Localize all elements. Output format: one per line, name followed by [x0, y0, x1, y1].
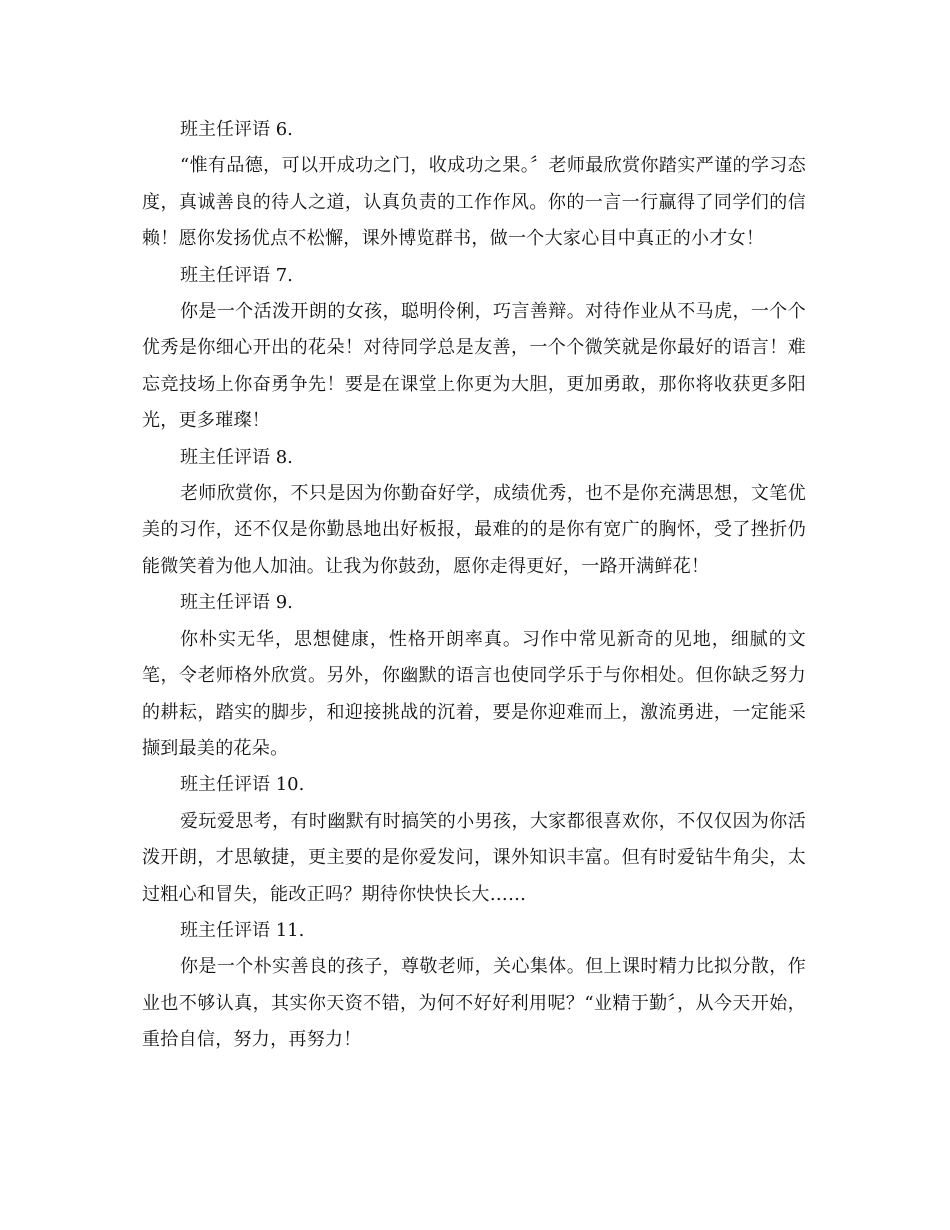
section-body-8: 老师欣赏你，不只是因为你勤奋好学，成绩优秀，也不是你充满思想，文笔优美的习作，还不仅是你勤恳地出好板报，最难的的是你有宽广的胸怀，受了挫折仍能微笑着为他人加油。让我为你鼓劲，愿你走得更好，一路开满鲜花！: [142, 483, 806, 577]
section-body-10: 爱玩爱思考，有时幽默有时搞笑的小男孩，大家都很喜欢你，不仅仅因为你活泼开朗，才思敏捷，更主要的是你爱发问，课外知识丰富。但有时爱钻牛角尖，太过粗心和冒失，能改正吗？期待你快快长大……: [142, 810, 806, 905]
section-heading-8: 班主任评语 8.: [180, 446, 293, 468]
section-body-9: 你朴实无华，思想健康，性格开朗率真。习作中常见新奇的见地，细腻的文笔，令老师格外欣赏。另外，你幽默的语言也使同学乐于与你相处。但你缺乏努力的耕耘，踏实的脚步，和迎接挑战的沉着，要是你迎难而上，激流勇进，一定能采撷到最美的花朵。: [142, 628, 806, 759]
section-body-11: 你是一个朴实善良的孩子，尊敬老师，关心集体。但上课时精力比拟分散，作业也不够认真，其实你天资不错，为何不好好利用呢？“业精于勤〞，从今天开始，重拾自信，努力，再努力！: [142, 956, 806, 1051]
section-heading-9: 班主任评语 9.: [180, 592, 293, 614]
section-heading-6: 班主任评语 6.: [180, 119, 293, 140]
section-body-7: 你是一个活泼开朗的女孩，聪明伶俐，巧言善辩。对待作业从不马虎，一个个优秀是你细心开出的花朵！对待同学总是友善，一个个微笑就是你最好的语言！难忘竞技场上你奋勇争先！要是在课堂上你更为大胆，更加勇敢，那你将收获更多阳光，更多璀璨！: [142, 301, 806, 432]
section-heading-10: 班主任评语 10.: [180, 774, 305, 796]
document-content: [142, 112, 806, 1059]
section-heading-7: 班主任评语 7.: [180, 264, 293, 286]
section-body-6: “惟有品德，可以开成功之门，收成功之果。〞老师最欣赏你踏实严谨的学习态度，真诚善良的待人之道，认真负责的工作作风。你的一言一行赢得了同学们的信赖！愿你发扬优点不松懈，课外博览群书，做一个大家心目中真正的小才女！: [142, 155, 806, 250]
section-heading-11: 班主任评语 11.: [180, 919, 305, 941]
